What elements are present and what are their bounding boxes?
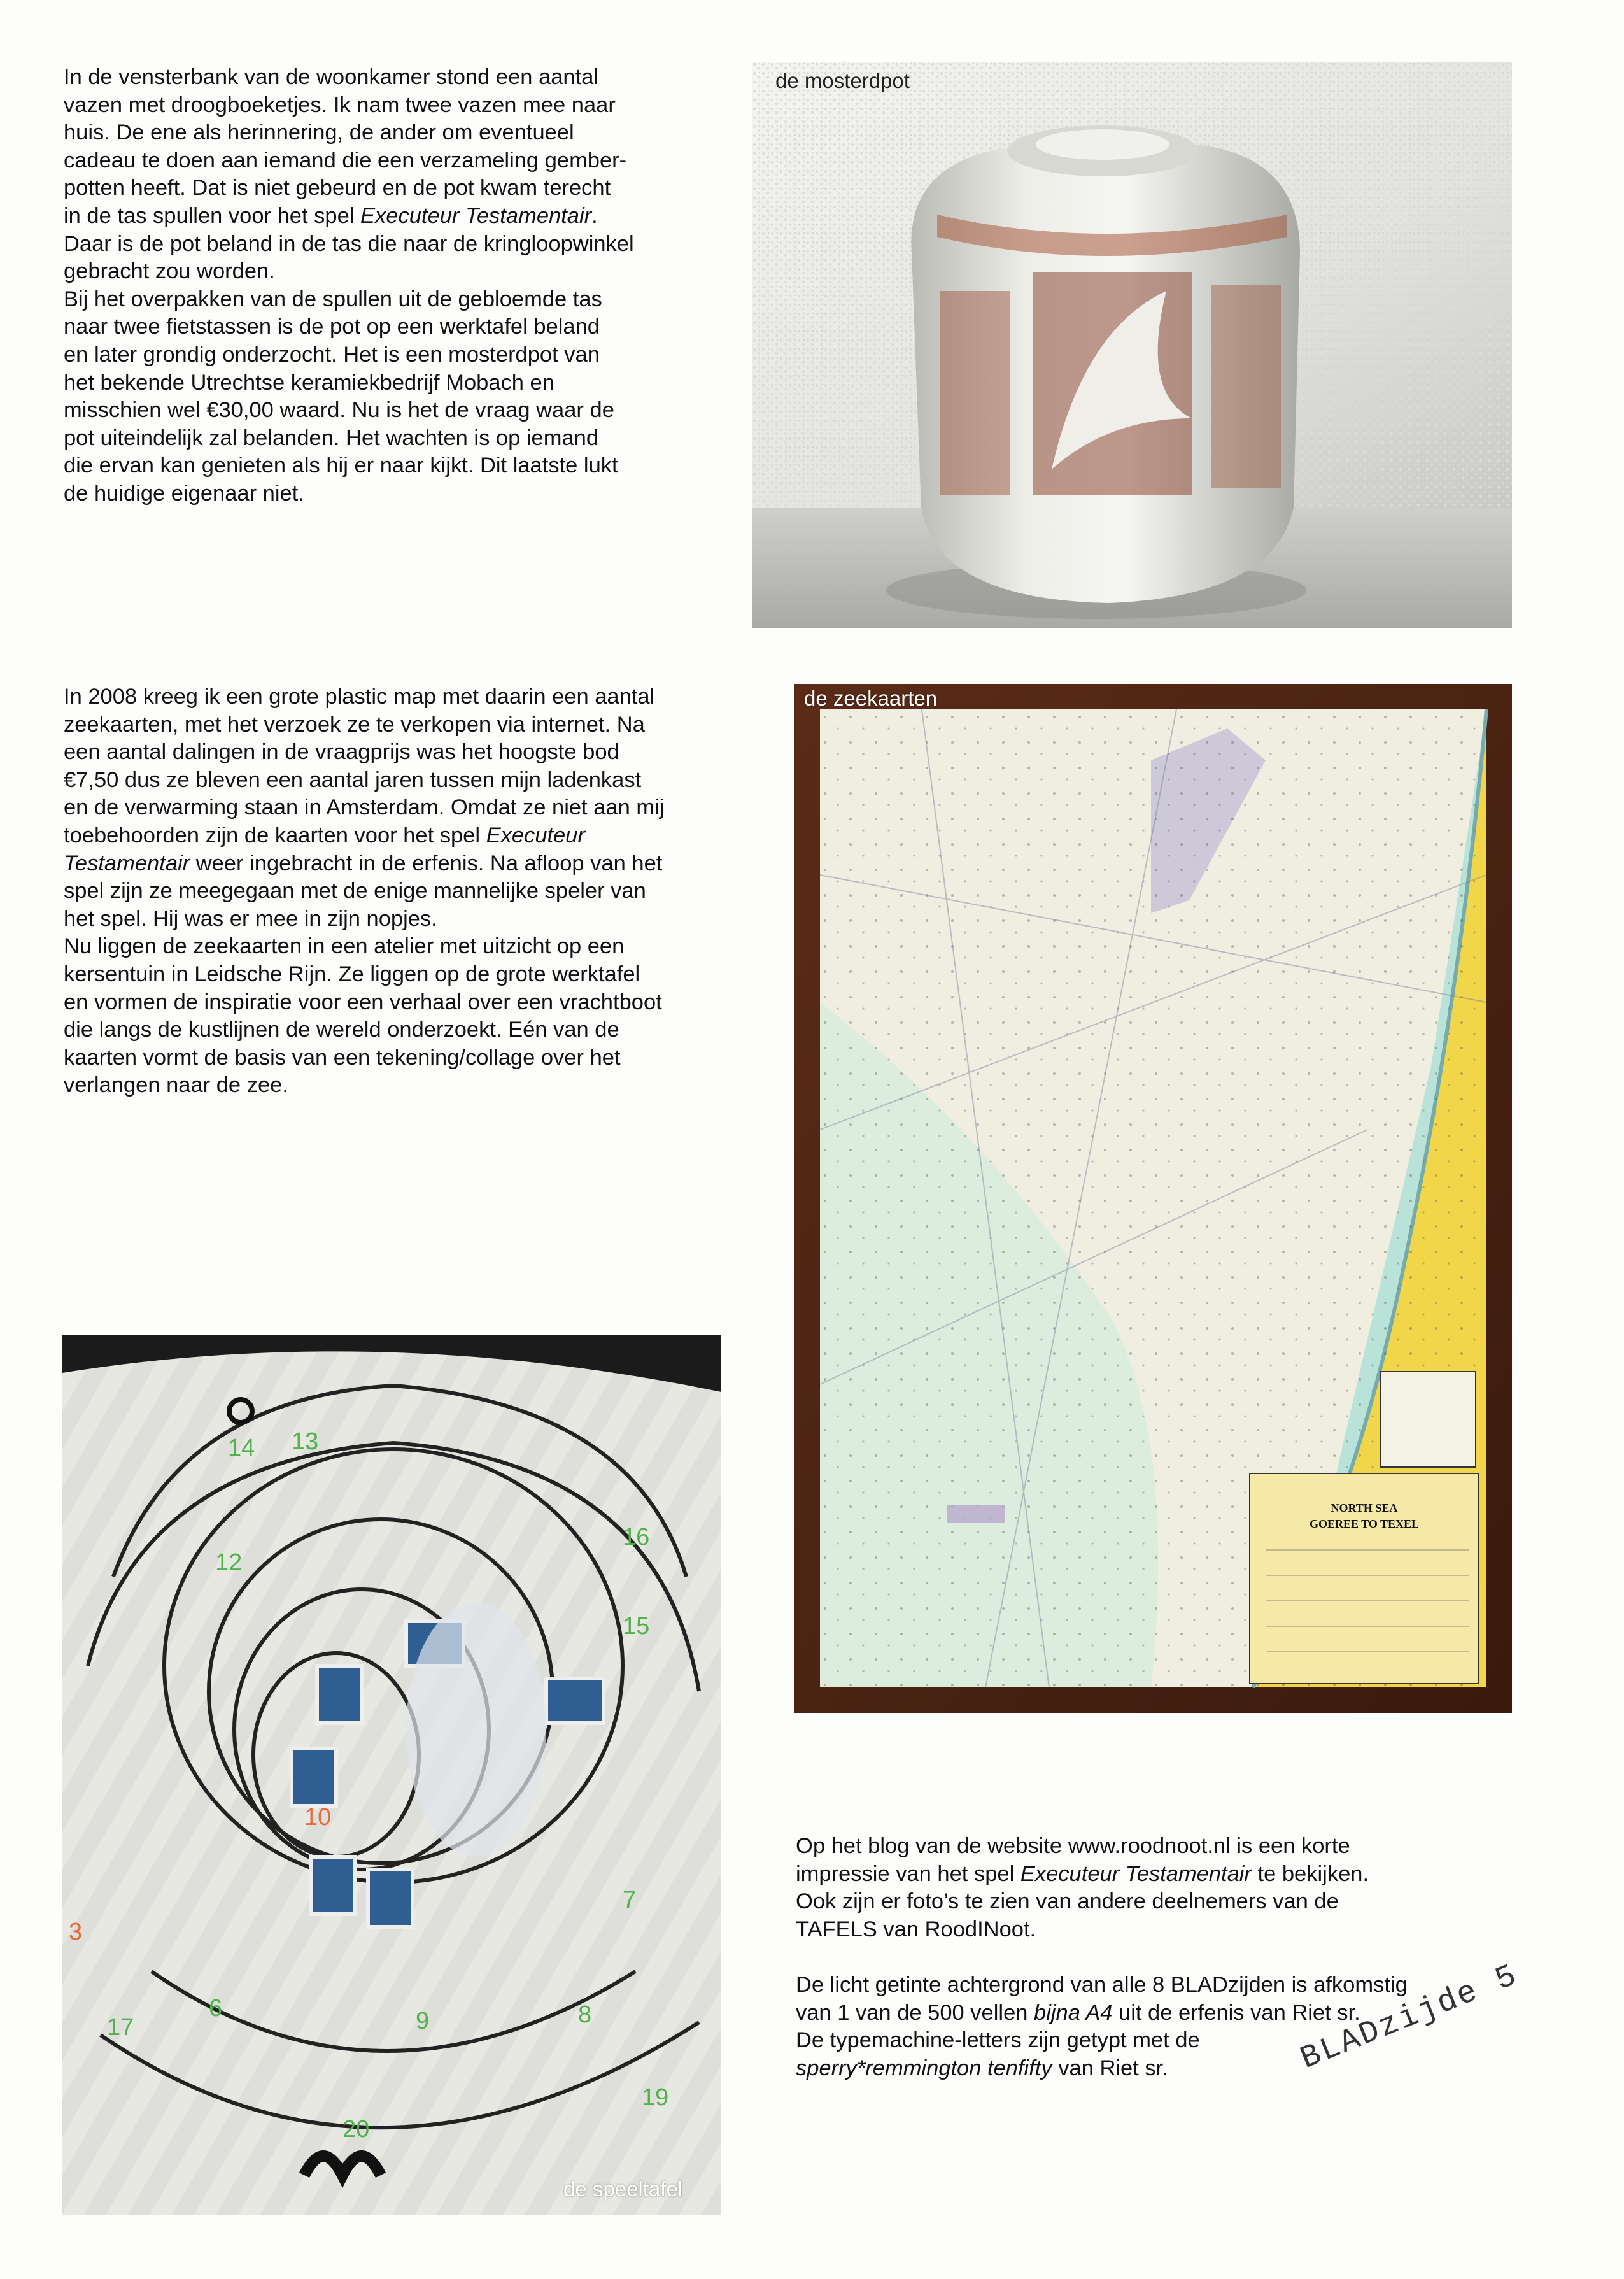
- text-line: Nu liggen de zeekaarten in een atelier met uitzicht op een: [64, 934, 625, 959]
- text-segment: toebehoorden zijn de kaarten voor het spel: [64, 823, 486, 848]
- text-line: [64, 850, 664, 878]
- mosterdpot-photo: [752, 62, 1512, 628]
- text-line: De licht getinte achtergrond van alle 8 BLADzijden is afkomstig: [796, 1972, 1408, 1997]
- game-title: Testamentair: [64, 851, 190, 876]
- page-number: BLADzijde 5: [1296, 1957, 1523, 2078]
- text-line: cadeau te doen aan iemand die een verzameling gember-: [64, 148, 627, 173]
- typewriter-name: sperry*remmington tenfifty: [796, 2055, 1052, 2080]
- text-line: Op het blog van de website www.roodnoot.nl is een korte: [796, 1834, 1350, 1858]
- text-line: misschien wel €30,00 waard. Nu is het de vraag waar de: [64, 398, 614, 423]
- text-line: kersentuin in Leidsche Rijn. Ze liggen op de grote werktafel: [64, 962, 640, 986]
- caption-speeltafel: de speeltafel: [563, 2177, 683, 2201]
- vase-illustration: [752, 62, 1512, 628]
- board-number: 6: [209, 1995, 223, 2022]
- text-line: TAFELS van RoodINoot.: [796, 1917, 1036, 1942]
- text-line: en vormen de inspiratie voor een verhaal over een vrachtboot: [64, 990, 662, 1014]
- text-line: kaarten vormt de basis van een tekening/collage over het: [64, 1045, 621, 1070]
- text-line: spel zijn ze meegegaan met de enige mannelijke speler van: [64, 879, 646, 904]
- text-line: [64, 822, 664, 850]
- text-line: De typemachine-letters zijn getypt met de: [796, 2028, 1200, 2053]
- game-board-illustration: [62, 1335, 721, 2215]
- board-number: 19: [642, 2084, 669, 2111]
- text-segment: van 1 van de 500 vellen: [796, 2000, 1034, 2025]
- text-line: €7,50 dus ze bleven een aantal jaren tussen mijn ladenkast: [64, 767, 642, 792]
- board-number: 3: [69, 1919, 83, 1945]
- caption-mosterdpot: de mosterdpot: [775, 69, 910, 92]
- text-line: In 2008 kreeg ik een grote plastic map met daarin een aantal: [64, 685, 655, 709]
- board-number: 13: [292, 1428, 319, 1455]
- board-number: 15: [623, 1613, 650, 1640]
- paragraph-mosterdpot: [64, 64, 634, 508]
- text-segment: in de tas spullen voor het spel: [64, 203, 361, 228]
- text-line: In de vensterbank van de woonkamer stond een aantal: [64, 65, 599, 89]
- game-title: Executeur: [486, 823, 585, 848]
- text-line: verlangen naar de zee.: [64, 1073, 288, 1098]
- text-line: Ook zijn er foto’s te zien van andere deelnemers van de: [796, 1889, 1339, 1914]
- text-line: naar twee fietstassen is de pot op een werktafel beland: [64, 315, 600, 339]
- text-segment: weer ingebracht in de erfenis. Na afloop van het: [195, 851, 663, 876]
- text-line: [64, 202, 634, 231]
- game-title: Executeur Testamentair: [360, 203, 592, 228]
- text-line: Daar is de pot beland in de tas die naar de kringloopwinkel: [64, 231, 634, 256]
- board-number: 17: [107, 2014, 134, 2041]
- board-number: 12: [215, 1549, 243, 1576]
- text-line: die ervan kan genieten als hij er naar kijkt. Dit laatste lukt: [64, 453, 618, 478]
- text-line: potten heeft. Dat is niet gebeurd en de pot kwam terecht: [64, 176, 611, 201]
- game-title: Executeur Testamentair: [1020, 1861, 1252, 1886]
- sea-chart-illustration: [794, 684, 1512, 1713]
- speeltafel-photo: [62, 1335, 721, 2215]
- text-segment: .: [591, 203, 598, 228]
- text-line: het spel. Hij was er mee in zijn nopjes.: [64, 906, 437, 931]
- text-line: de huidige eigenaar niet.: [64, 481, 304, 506]
- text-segment: te bekijken.: [1251, 1861, 1369, 1886]
- text-line: [796, 1861, 1408, 1889]
- board-number: 8: [578, 2001, 592, 2028]
- board-number: 7: [623, 1887, 637, 1913]
- zeekaarten-photo: [794, 684, 1512, 1713]
- paragraph-zeekaarten: [64, 683, 664, 1100]
- text-segment: impressie van het spel: [796, 1861, 1020, 1886]
- text-segment: uit de erfenis van Riet sr.: [1112, 2000, 1360, 2025]
- caption-zeekaarten: de zeekaarten: [804, 686, 938, 710]
- text-segment: van Riet sr.: [1052, 2055, 1168, 2080]
- text-line: huis. De ene als herinnering, de ander om eventueel: [64, 120, 574, 145]
- text-line: gebracht zou worden.: [64, 259, 275, 284]
- text-line-blank: [796, 1943, 1408, 1971]
- board-number: 20: [342, 2116, 370, 2143]
- text-line: en de verwarming staan in Amsterdam. Omdat ze niet aan mij: [64, 795, 665, 820]
- chart-title-1: NORTH SEA: [1331, 1502, 1398, 1514]
- text-line: die langs de kustlijnen de wereld onderzoekt. Eén van de: [64, 1018, 619, 1042]
- board-number: 10: [304, 1804, 332, 1831]
- board-number: 9: [416, 2008, 430, 2034]
- board-number: 16: [623, 1524, 650, 1551]
- text-line: vazen met droogboeketjes. Ik nam twee vazen mee naar: [64, 92, 616, 117]
- text-line: pot uiteindelijk zal belanden. Het wachten is op iemand: [64, 425, 599, 450]
- chart-title-2: GOEREE TO TEXEL: [1309, 1517, 1420, 1530]
- board-number: 14: [228, 1435, 255, 1461]
- text-line: zeekaarten, met het verzoek ze te verkopen via internet. Na: [64, 712, 645, 737]
- text-line: en later grondig onderzocht. Het is een mosterdpot van: [64, 342, 600, 367]
- text-line: een aantal dalingen in de vraagprijs was het hoogste bod: [64, 740, 619, 765]
- italic-term: bijna A4: [1034, 2000, 1113, 2025]
- text-line: het bekende Utrechtse keramiekbedrijf Mobach en: [64, 370, 554, 395]
- text-line: [796, 1999, 1408, 2027]
- text-line: Bij het overpakken van de spullen uit de gebloemde tas: [64, 287, 602, 311]
